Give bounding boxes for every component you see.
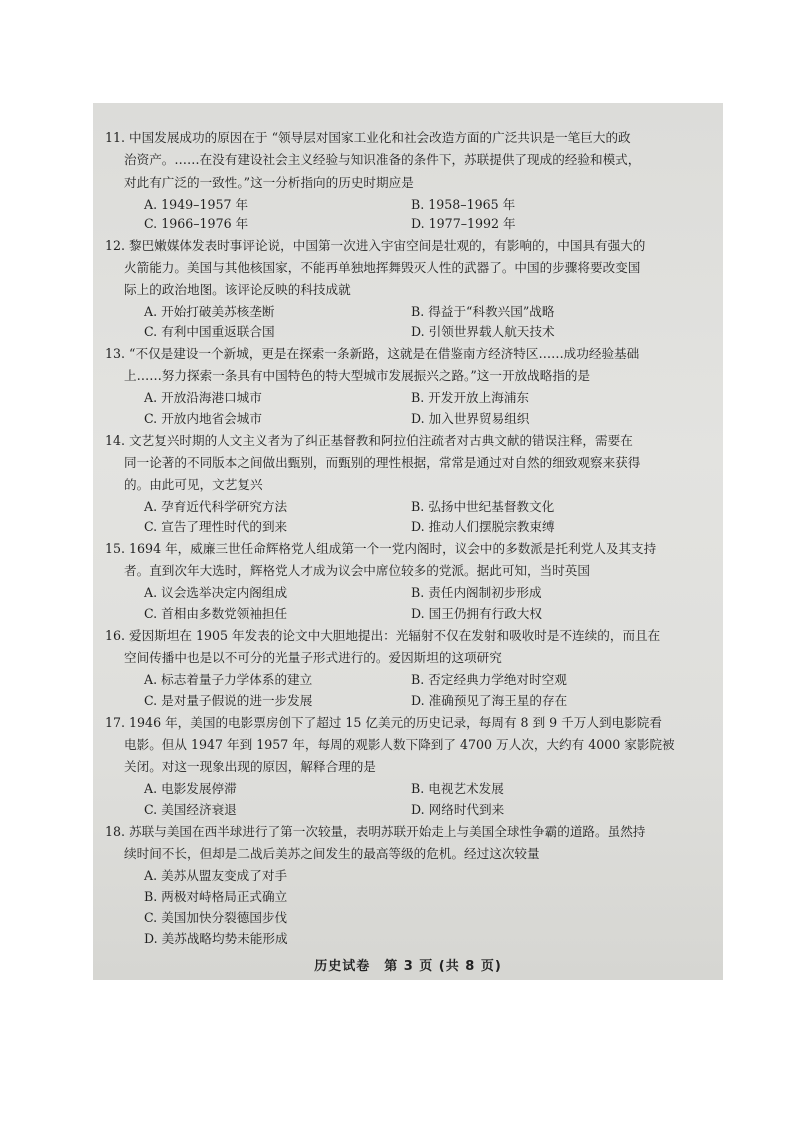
question-text-line: 18. 苏联与美国在西半球进行了第一次较量，表明苏联开始走上与美国全球性争霸的道路。虽然持 (105, 824, 646, 839)
option-d: D. 引领世界载人航天技术 (411, 324, 555, 339)
option-c: C. 宣告了理性时代的到来 (144, 519, 288, 534)
option-a: A. 1949–1957 年 (144, 197, 249, 212)
option-b: B. 开发开放上海浦东 (411, 390, 530, 405)
question-text-line: 电影。但从 1947 年到 1957 年，每周的观影人数下降到了 4700 万人次，大约有 4000 家影院被 (124, 737, 675, 752)
option-c: C. 开放内地省会城市 (144, 411, 262, 426)
question-text-line: 者。直到次年大选时，辉格党人才成为议会中席位较多的党派。据此可知，当时英国 (124, 563, 590, 578)
question-text-line: 同一论著的不同版本之间做出甄别，而甄别的理性根据，常常是通过对自然的细致观察来获得 (124, 455, 641, 470)
question-text-line: 火箭能力。美国与其他核国家，不能再单独地挥舞毁灭人性的武器了。中国的步骤将要改变国 (124, 260, 641, 275)
option-c: C. 有利中国重返联合国 (144, 324, 275, 339)
question-text-line: 际上的政治地图。该评论反映的科技成就 (124, 282, 351, 297)
question-text-line: 续时间不长，但却是二战后美苏之间发生的最高等级的危机。经过这次较量 (124, 846, 540, 861)
question-text-line: 13. “不仅是建设一个新城，更是在探索一条新路，这就是在借鉴南方经济特区……成功经验基础 (105, 346, 640, 361)
option-b: B. 两极对峙格局正式确立 (144, 889, 288, 904)
option-a: A. 美苏从盟友变成了对手 (144, 868, 288, 883)
question-text-line: 17. 1946 年，美国的电影票房创下了超过 15 亿美元的历史记录，每周有 8 到 9 千万人到电影院看 (105, 715, 662, 730)
question-text-line: 12. 黎巴嫩媒体发表时事评论说，中国第一次进入宇宙空间是壮观的，有影响的，中国具有强大的 (105, 238, 646, 253)
option-b: B. 电视艺术发展 (411, 781, 504, 796)
question-text-line: 16. 爱因斯坦在 1905 年发表的论文中大胆地提出：光辐射不仅在发射和吸收时是不连续的，而且在 (105, 628, 661, 643)
option-b: B. 责任内阁制初步形成 (411, 585, 542, 600)
option-b: B. 否定经典力学绝对时空观 (411, 672, 567, 687)
option-d: D. 1977–1992 年 (411, 216, 516, 231)
question-text-line: 11. 中国发展成功的原因在于 “领导层对国家工业化和社会改造方面的广泛共识是一笔巨大的政 (105, 130, 631, 145)
option-d: D. 美苏战略均势未能形成 (144, 931, 288, 946)
question-text-line: 的。由此可见，文艺复兴 (124, 477, 263, 492)
exam-content (93, 103, 723, 980)
option-c: C. 1966–1976 年 (144, 216, 249, 231)
option-d: D. 加入世界贸易组织 (411, 411, 530, 426)
question-text-line: 治资产。……在没有建设社会主义经验与知识准备的条件下，苏联提供了现成的经验和模式， (124, 152, 641, 167)
option-a: A. 孕育近代科学研究方法 (144, 499, 288, 514)
question-text-line: 对此有广泛的一致性。”这一分析指向的历史时期应是 (124, 175, 414, 190)
option-a: A. 标志着量子力学体系的建立 (144, 672, 313, 687)
question-text-line: 空间传播中也是以不可分的光量子形式进行的。爱因斯坦的这项研究 (124, 650, 502, 665)
question-text-line: 关闭。对这一现象出现的原因，解释合理的是 (124, 759, 376, 774)
exam-paper (93, 103, 723, 980)
page-footer: 历史试卷 第 3 页 (共 8 页) (314, 959, 502, 974)
question-text-line: 上……努力探索一条具有中国特色的特大型城市发展振兴之路。”这一开放战略指的是 (124, 368, 591, 383)
option-d: D. 网络时代到来 (411, 802, 505, 817)
option-d: D. 国王仍拥有行政大权 (411, 606, 542, 621)
question-text-line: 14. 文艺复兴时期的人文主义者为了纠正基督教和阿拉伯注疏者对古典文献的错误注释，需要在 (105, 433, 633, 448)
option-b: B. 1958–1965 年 (411, 197, 516, 212)
option-b: B. 得益于“科教兴国”战略 (411, 304, 555, 319)
option-a: A. 电影发展停滞 (144, 781, 237, 796)
option-c: C. 美国加快分裂德国步伐 (144, 910, 288, 925)
option-c: C. 是对量子假说的进一步发展 (144, 693, 313, 708)
option-a: A. 议会选举决定内阁组成 (144, 585, 288, 600)
option-c: C. 首相由多数党领袖担任 (144, 606, 288, 621)
option-d: D. 推动人们摆脱宗教束缚 (411, 519, 555, 534)
option-b: B. 弘扬中世纪基督教文化 (411, 499, 555, 514)
option-a: A. 开放沿海港口城市 (144, 390, 262, 405)
option-c: C. 美国经济衰退 (144, 802, 237, 817)
question-text-line: 15. 1694 年，威廉三世任命辉格党人组成第一个一党内阁时，议会中的多数派是托利党人及其支持 (105, 541, 657, 556)
option-a: A. 开始打破美苏核垄断 (144, 304, 275, 319)
option-d: D. 准确预见了海王星的存在 (411, 693, 568, 708)
